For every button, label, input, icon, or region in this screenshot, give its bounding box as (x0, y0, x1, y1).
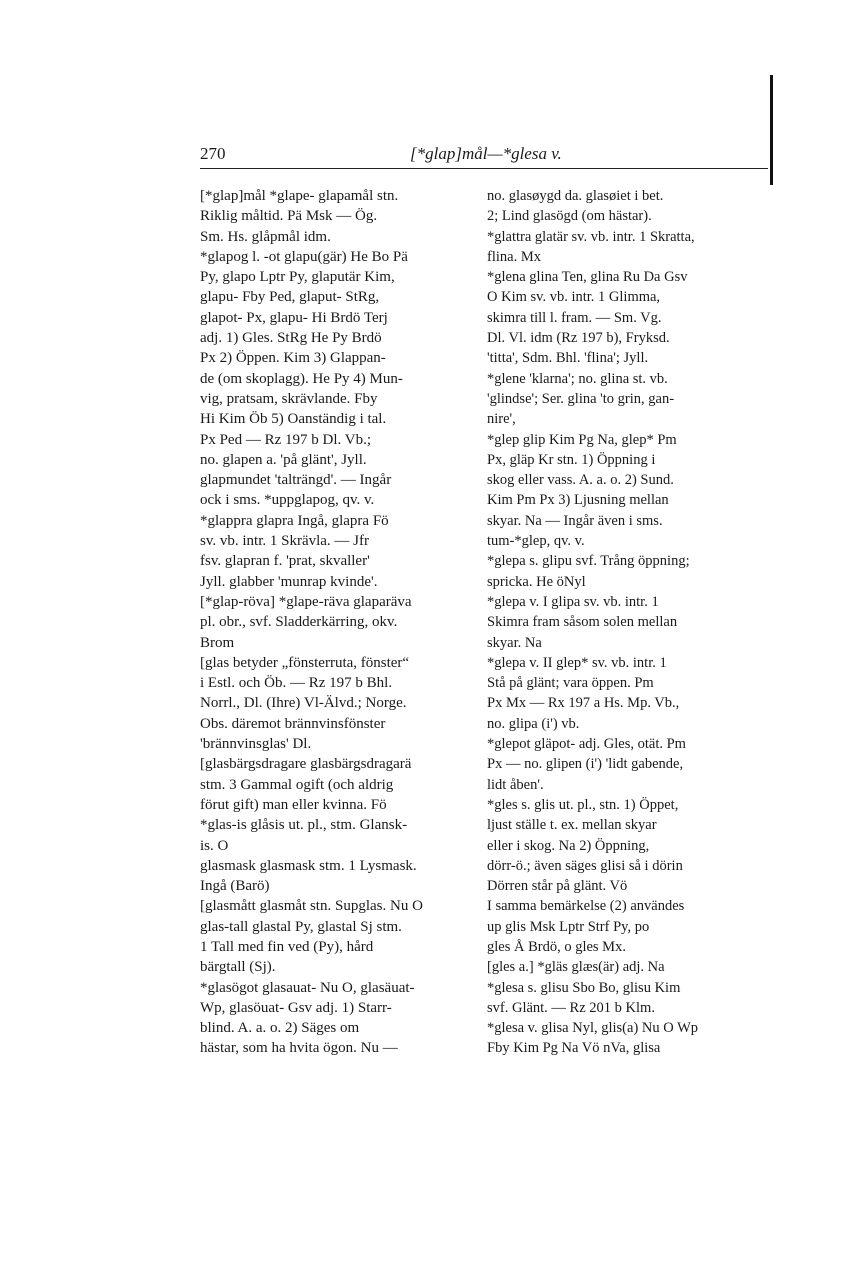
text-line: skog eller vass. A. a. o. 2) Sund. (487, 472, 674, 489)
text-line: *glappra glapra Ingå, glapra Fö (200, 512, 389, 529)
text-line: adj. 1) Gles. StRg He Py Brdö (200, 330, 382, 347)
text-line: Norrl., Dl. (Ihre) Vl-Älvd.; Norge. (200, 695, 407, 712)
text-line: no. glasøygd da. glasøiet i bet. (487, 188, 664, 204)
text-line: Skimra fram såsom solen mellan (487, 614, 678, 631)
text-line: is. O (200, 837, 229, 854)
text-line: Sm. Hs. glåpmål idm. (200, 228, 331, 245)
text-line: Px, gläp Kr stn. 1) Öppning i (487, 451, 656, 468)
text-line: skyar. Na (487, 634, 542, 651)
text-line: fsv. glapran f. 'prat, skvaller' (200, 553, 370, 570)
text-line: *glesa v. glisa Nyl, glis(a) Nu O Wp (487, 1020, 699, 1037)
text-line: Px — no. glipen (i') 'lidt gabende, (487, 756, 684, 773)
text-line: no. glapen a. 'på glänt', Jyll. (200, 451, 367, 468)
text-line: i Estl. och Öb. — Rz 197 b Bhl. (200, 675, 393, 692)
text-line: *glepa v. I glipa sv. vb. intr. 1 (487, 593, 659, 610)
text-line: Px Mx — Rx 197 a Hs. Mp. Vb., (487, 695, 680, 712)
text-line: I samma bemärkelse (2) användes (487, 898, 685, 915)
text-line: glas-tall glastal Py, glastal Sj stm. (200, 918, 402, 935)
text-line: up glis Msk Lptr Strf Py, po (487, 918, 650, 935)
text-line: eller i skog. Na 2) Öppning, (487, 837, 650, 854)
text-line: 1 Tall med fin ved (Py), hård (200, 938, 374, 955)
text-line: förut gift) man eller kvinna. Fö (200, 796, 387, 813)
text-line: *glesa s. glisu Sbo Bo, glisu Kim (487, 979, 681, 996)
text-line: O Kim sv. vb. intr. 1 Glimma, (487, 289, 661, 306)
page-edge-shadow (770, 75, 773, 185)
text-line: Brom (200, 634, 235, 651)
text-line: lidt åben'. (487, 776, 544, 793)
text-line: gles Å Brdö, o gles Mx. (487, 938, 626, 955)
text-line: 'glindse'; Ser. glina 'to grin, gan- (487, 390, 675, 407)
text-line: skimra till l. fram. — Sm. Vg. (487, 309, 662, 326)
text-line: hästar, som ha hvita ögon. Nu — (200, 1040, 398, 1057)
text-line: Dl. Vl. idm (Rz 197 b), Fryksd. (487, 330, 670, 347)
text-line: blind. A. a. o. 2) Säges om (200, 1020, 360, 1037)
text-line: [*glap-röva] *glape-räva glaparäva (200, 593, 412, 610)
text-line: [glas betyder „fönsterruta, fönster“ (200, 654, 410, 671)
text-line: bärgtall (Sj). (200, 959, 276, 976)
text-line: ljust ställe t. ex. mellan skyar (487, 817, 657, 834)
text-line: Dörren står på glänt. Vö (487, 878, 628, 895)
text-line: *glas-is glåsis ut. pl., stm. Glansk- (200, 817, 408, 834)
text-line: svf. Glänt. — Rz 201 b Klm. (487, 999, 655, 1016)
text-line: 2; Lind glasögd (om hästar). (487, 208, 652, 225)
right-column (487, 186, 769, 1059)
text-line: spricka. He öNyl (487, 573, 586, 590)
text-line: glapot- Px, glapu- Hi Brdö Terj (200, 309, 388, 326)
text-line: Wp, glasöuat- Gsv adj. 1) Starr- (200, 999, 392, 1016)
text-line: stm. 3 Gammal ogift (och aldrig (200, 776, 394, 793)
text-line: *glepa v. II glep* sv. vb. intr. 1 (487, 654, 667, 671)
text-line: vig, pratsam, skrävlande. Fby (200, 390, 378, 407)
text-line: Hi Kim Öb 5) Oanständig i tal. (200, 411, 387, 428)
text-line: skyar. Na — Ingår även i sms. (487, 512, 663, 529)
text-line: 'brännvinsglas' Dl. (200, 736, 312, 753)
text-line: *glene 'klarna'; no. glina st. vb. (487, 370, 668, 387)
text-line: ock i sms. *uppglapog, qv. v. (200, 492, 375, 509)
text-line: *glena glina Ten, glina Ru Da Gsv (487, 269, 688, 286)
text-line: [gles a.] *gläs glæs(är) adj. Na (487, 959, 665, 976)
text-line: [glasmått glasmåt stn. Supglas. Nu O (200, 898, 423, 915)
text-line: Jyll. glabber 'munrap kvinde'. (200, 573, 378, 590)
text-line: glasmask glasmask stm. 1 Lysmask. (200, 857, 417, 874)
text-line: Py, glapo Lptr Py, glaputär Kim, (200, 269, 395, 286)
text-line: Kim Pm Px 3) Ljusning mellan (487, 492, 669, 509)
text-line: no. glipa (i') vb. (487, 715, 580, 732)
text-line: [*glap]mål *glape- glapamål stn. (200, 188, 399, 204)
text-line: pl. obr., svf. Sladderkärring, okv. (200, 614, 398, 631)
text-line: tum-*glep, qv. v. (487, 533, 585, 550)
text-line: Px 2) Öppen. Kim 3) Glappan- (200, 350, 386, 367)
left-column (200, 186, 478, 1059)
text-line: *glasögot glasauat- Nu O, glasäuat- (200, 979, 415, 996)
text-line: Fby Kim Pg Na Vö nVa, glisa (487, 1040, 661, 1057)
text-line: *glep glip Kim Pg Na, glep* Pm (487, 431, 677, 448)
text-line: dörr-ö.; även säges glisi så i dörin (487, 857, 683, 874)
text-line: *gles s. glis ut. pl., stn. 1) Öppet, (487, 796, 679, 813)
text-line: glapu- Fby Ped, glaput- StRg, (200, 289, 380, 306)
text-line: nire', (487, 411, 516, 428)
text-line: flina. Mx (487, 248, 541, 265)
text-line: Stå på glänt; vara öppen. Pm (487, 675, 654, 692)
text-line: *glattra glatär sv. vb. intr. 1 Skratta, (487, 228, 695, 245)
text-line: Riklig måltid. Pä Msk — Ög. (200, 208, 378, 225)
text-line: *glapog l. -ot glapu(gär) He Bo Pä (200, 248, 408, 265)
text-line: sv. vb. intr. 1 Skrävla. — Jfr (200, 533, 370, 550)
running-head: [*glap]mål—*glesa v. (410, 144, 562, 163)
text-line: 'titta', Sdm. Bhl. 'flina'; Jyll. (487, 350, 649, 367)
text-line: de (om skoplagg). He Py 4) Mun- (200, 370, 403, 387)
text-line: Obs. däremot brännvinsfönster (200, 715, 386, 732)
text-line: Px Ped — Rz 197 b Dl. Vb.; (200, 431, 371, 448)
page-header (200, 138, 768, 169)
text-line: Ingå (Barö) (200, 878, 270, 895)
text-line: *glepa s. glipu svf. Trång öppning; (487, 553, 690, 570)
text-line: [glasbärgsdragare glasbärgsdragarä (200, 756, 412, 773)
text-line: *glepot gläpot- adj. Gles, otät. Pm (487, 736, 686, 753)
page-number: 270 (200, 144, 226, 163)
text-line: glapmundet 'talträngd'. — Ingår (200, 472, 392, 489)
